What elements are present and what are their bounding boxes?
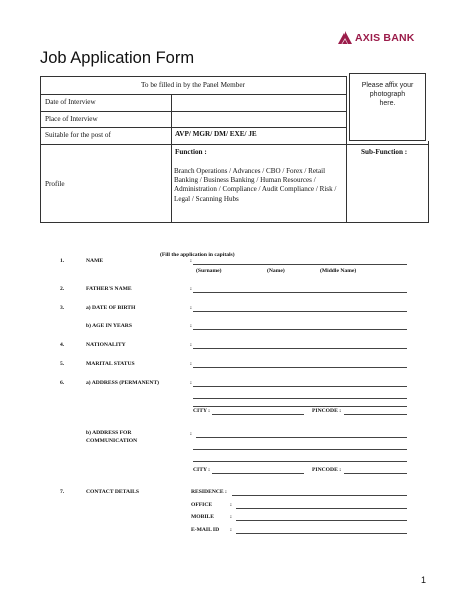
father-name-field[interactable] <box>193 286 407 293</box>
colon: : <box>190 258 192 264</box>
date-of-interview-label: Date of Interview <box>45 98 96 106</box>
father-number: 2. <box>60 286 65 292</box>
mobile-label: MOBILE <box>191 514 215 520</box>
photo-line-1: Please affix your <box>361 82 414 89</box>
communication-address-line-1[interactable] <box>196 431 407 438</box>
middle-name-caption: (Middle Name) <box>320 268 357 274</box>
communication-address-label-1: b) ADDRESS FOR <box>86 430 132 436</box>
permanent-city-label: CITY : <box>193 408 211 414</box>
nationality-label: NATIONALITY <box>86 342 126 348</box>
communication-address-line-2[interactable] <box>193 443 407 450</box>
marital-status-label: MARITAL STATUS <box>86 361 135 367</box>
colon: : <box>230 514 232 520</box>
office-label: OFFICE <box>191 502 213 508</box>
email-field[interactable] <box>236 527 407 534</box>
contact-details-label: CONTACT DETAILS <box>86 489 139 495</box>
age-label: b) AGE IN YEARS <box>86 323 132 329</box>
name-caption: (Name) <box>267 268 285 274</box>
marital-number: 5. <box>60 361 65 367</box>
photo-box <box>349 73 426 141</box>
communication-city-label: CITY : <box>193 467 211 473</box>
place-of-interview-label: Place of Interview <box>45 115 98 123</box>
colon: : <box>190 342 192 348</box>
colon: : <box>190 361 192 367</box>
permanent-pincode-label: PINCODE : <box>312 408 342 414</box>
permanent-city-field[interactable] <box>212 408 304 415</box>
function-label: Function : <box>175 148 207 156</box>
surname-caption: (Surname) <box>196 268 222 274</box>
email-label: E-MAIL ID <box>191 527 220 533</box>
photo-line-2: photograph <box>369 91 406 98</box>
page-number: 1 <box>421 575 427 585</box>
office-field[interactable] <box>236 502 407 509</box>
brand-name: AXIS BANK <box>355 31 415 44</box>
residence-field[interactable] <box>232 489 407 496</box>
capitals-note: (Fill the application in capitals) <box>160 252 235 258</box>
dob-field[interactable] <box>193 305 407 312</box>
name-number: 1. <box>60 258 65 264</box>
panel-header: To be filled in by the Panel Member <box>141 81 245 89</box>
profile-label: Profile <box>45 180 65 188</box>
contact-number: 7. <box>60 489 65 495</box>
permanent-address-line-1[interactable] <box>193 380 407 387</box>
nationality-number: 4. <box>60 342 65 348</box>
residence-label: RESIDENCE : <box>191 489 227 495</box>
colon: : <box>190 286 192 292</box>
permanent-pincode-field[interactable] <box>344 408 407 415</box>
axis-logo-icon <box>338 31 352 44</box>
colon: : <box>190 431 192 437</box>
communication-address-label-2: COMMUNICATION <box>86 438 138 444</box>
suitable-post-label: Suitable for the post of <box>45 131 111 139</box>
colon: : <box>230 527 232 533</box>
communication-pincode-label: PINCODE : <box>312 467 342 473</box>
name-label: NAME <box>86 258 104 264</box>
sub-function-label: Sub-Function : <box>361 148 408 156</box>
marital-status-field[interactable] <box>193 361 407 368</box>
functions-list: Branch Operations / Advances / CBO / Forex / Retail Banking / Business Banking / Human Resources / Administration / Compliance / Audit Compliance / Risk / Legal / Scanning Hubs <box>174 167 337 203</box>
post-options: AVP/ MGR/ DM/ EXE/ JE <box>175 130 257 138</box>
nationality-field[interactable] <box>193 342 407 349</box>
form-title: Job Application Form <box>40 49 195 67</box>
axis-bank-logo <box>338 31 415 44</box>
name-field[interactable] <box>193 258 407 265</box>
colon: : <box>230 502 232 508</box>
communication-city-field[interactable] <box>212 467 304 474</box>
colon: : <box>190 323 192 329</box>
permanent-address-line-3[interactable] <box>193 400 407 407</box>
permanent-address-label: a) ADDRESS (PERMANENT) <box>86 380 160 386</box>
communication-pincode-field[interactable] <box>344 467 407 474</box>
father-name-label: FATHER'S NAME <box>86 286 132 292</box>
dob-label: a) DATE OF BIRTH <box>86 305 136 311</box>
mobile-field[interactable] <box>236 514 407 521</box>
permanent-address-line-2[interactable] <box>193 392 407 399</box>
dob-number: 3. <box>60 305 65 311</box>
age-field[interactable] <box>193 323 407 330</box>
colon: : <box>190 305 192 311</box>
colon: : <box>190 380 192 386</box>
photo-line-3: here. <box>379 100 396 107</box>
address-number: 6. <box>60 380 65 386</box>
communication-address-line-3[interactable] <box>193 455 407 462</box>
